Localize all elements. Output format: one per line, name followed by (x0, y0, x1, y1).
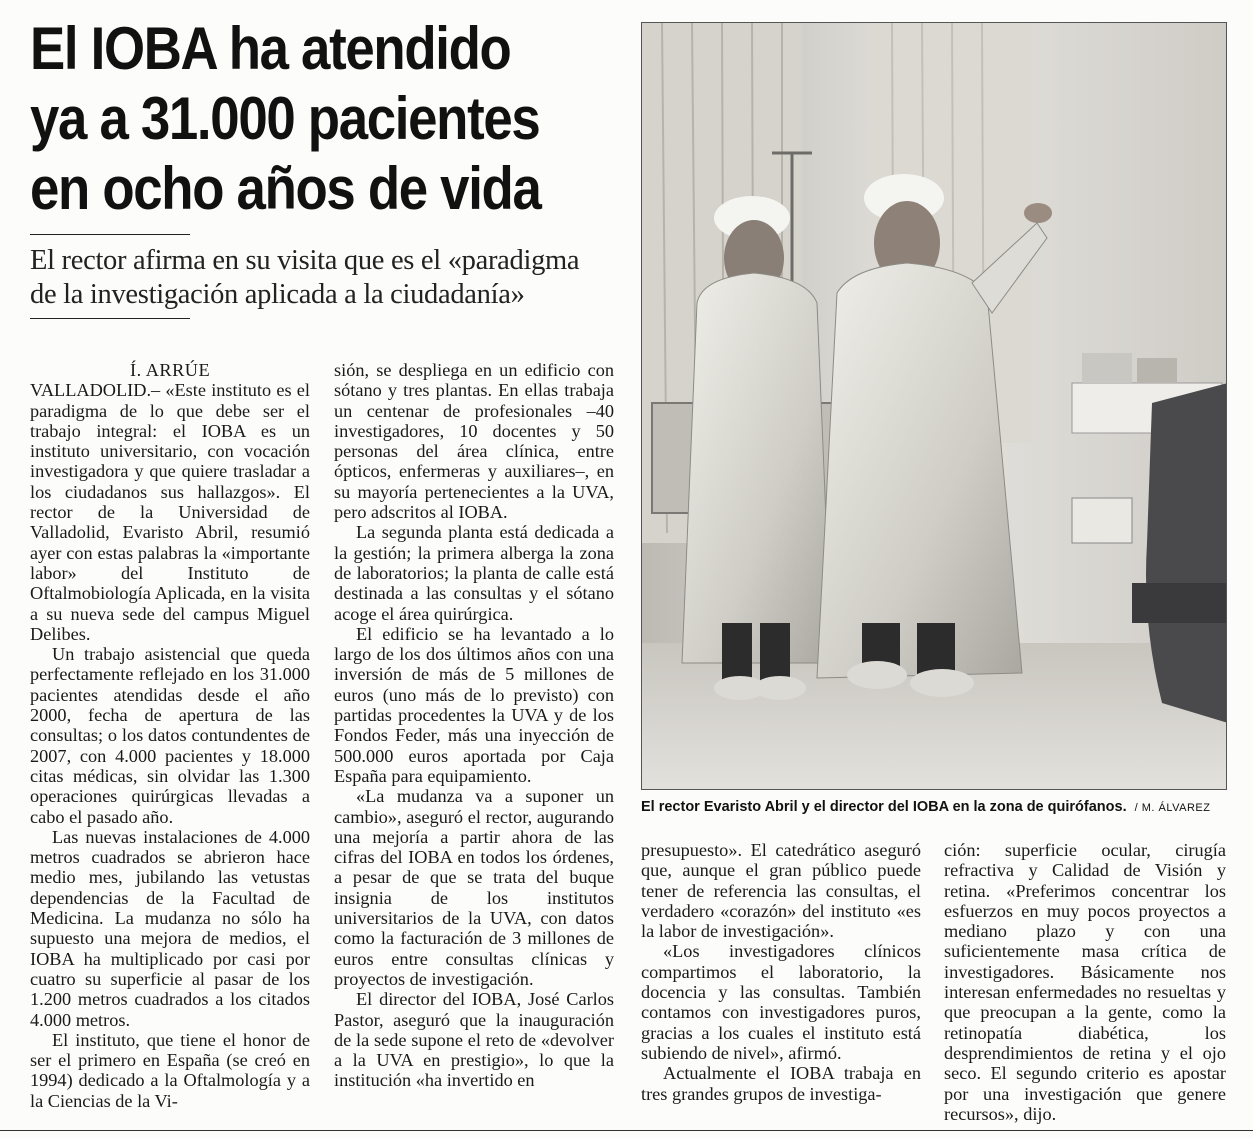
paragraph: ción: superficie ocular, cirugía refractiva y Calidad de Visión y retina. «Preferimos concentrar los esfuerzos en muy pocos proyectos a mediano plazo y con una suficientemente masa crítica de investigadores. Básicamente nos interesan enfermedades no resueltas y que preocupan a la gente, como la retinopatía diabética, los desprendimientos de retina y el ojo seco. El segundo criterio es apostar por una investigación que genere recursos», dijo. (944, 840, 1226, 1124)
article-column-2 (334, 360, 614, 1091)
paragraph: presupuesto». El catedrático aseguró que, aunque el gran público puede tener de referencia las consultas, el verdadero «corazón» del instituto «es la labor de investigación». (641, 840, 921, 942)
paragraph: VALLADOLID.– «Este instituto es el paradigma de lo que debe ser el trabajo integral: el IOBA es un instituto universitario, con vocación investigadora y que quiere trasladar a los ciudadanos sus hallazgos». El rector de la Universidad de Valladolid, Evaristo Abril, resumió ayer con estas palabras la «importante labor» del Instituto de Oftalmobiología Aplicada, en la visita a su nueva sede del campus Miguel Delibes. (30, 380, 310, 644)
page-border-bottom (0, 1130, 1253, 1131)
paragraph: El director del IOBA, José Carlos Pastor, aseguró que la inauguración de la sede supone el reto de «devolver a la UVA en prestigio», lo que la institución «ha invertido en (334, 989, 614, 1091)
paragraph: sión, se despliega en un edificio con sótano y tres plantas. En ellas trabaja un centenar de profesionales –40 investigadores, 10 docentes y 50 personas del área clínica, entre ópticos, enfermeras y auxiliares–, en su mayoría pertenecientes a la UVA, pero adscritos al IOBA. (334, 360, 614, 523)
headline-line-2: ya a 31.000 pacientes (30, 85, 540, 152)
paragraph: «Los investigadores clínicos compartimos el laboratorio, la docencia y las consultas. También contamos con investigadores puros, gracias a los cuales el instituto está subiendo de nivel», afirmó. (641, 941, 921, 1063)
paragraph: Actualmente el IOBA trabaja en tres grandes grupos de investiga- (641, 1063, 921, 1104)
subhead-rule-bottom (30, 318, 190, 319)
paragraph: Un trabajo asistencial que queda perfectamente reflejado en los 31.000 pacientes atendidas desde el año 2000, fecha de apertura de las consultas; o los datos contundentes de 2007, con 4.000 pacientes y 18.000 citas médicas, sin olvidar las 1.300 operaciones quirúrgicas llevadas a cabo el pasado año. (30, 644, 310, 827)
headline (30, 14, 558, 224)
photo-credit: / M. ÁLVAREZ (1134, 802, 1211, 814)
byline: Í. ARRÚE (130, 360, 211, 380)
photo-illustration (642, 23, 1227, 790)
article-column-3 (641, 840, 921, 1104)
paragraph: La segunda planta está dedicada a la gestión; la primera alberga la zona de laboratorios; la planta de calle está destinada a las consultas y el sótano acoge el área quirúrgica. (334, 522, 614, 624)
headline-line-1: El IOBA ha atendido (30, 15, 511, 82)
subhead (30, 244, 620, 312)
photo-caption (641, 798, 1231, 817)
caption-text: El rector Evaristo Abril y el director del IOBA en la zona de quirófanos. (641, 799, 1127, 815)
paragraph: El instituto, que tiene el honor de ser el primero en España (se creó en 1994) dedicado a la Oftalmología y a la Ciencias de la Vi- (30, 1029, 310, 1111)
article-column-1 (30, 360, 310, 1111)
headline-line-3: en ocho años de vida (30, 155, 541, 222)
subhead-rule-top (30, 234, 190, 235)
subhead-line-2: de la investigación aplicada a la ciudadanía» (30, 279, 525, 310)
paragraph: El edificio se ha levantado a lo largo de los dos últimos años con una inversión de más de 5 millones de euros (uno más de lo previsto) con partidas procedentes la UVA y de los Fondos Feder, más una inyección de 500.000 euros aportada por Caja España para equipamiento. (334, 623, 614, 786)
paragraph: Las nuevas instalaciones de 4.000 metros cuadrados se abrieron hace medio mes, jubilando las vetustas dependencias de la Facultad de Medicina. La mudanza no sólo ha supuesto una mejora de medios, el IOBA ha multiplicado por casi por cuatro su superficie al pasar de los 1.200 metros cuadrados a los citados 4.000 metros. (30, 826, 310, 1030)
operating-room-photo (641, 22, 1227, 790)
subhead-line-1: El rector afirma en su visita que es el «paradigma (30, 245, 580, 276)
paragraph: «La mudanza va a suponer un cambio», aseguró el rector, augurando una mejoría a partir ahora de las cifras del IOBA en todos los órdenes, a pesar de que se trata del buque insignia de los institutos universitarios de la UVA, con datos como la facturación de 3 millones de euros entre consultas clínicas y proyectos de investigación. (334, 786, 614, 989)
article-column-4 (944, 840, 1226, 1124)
